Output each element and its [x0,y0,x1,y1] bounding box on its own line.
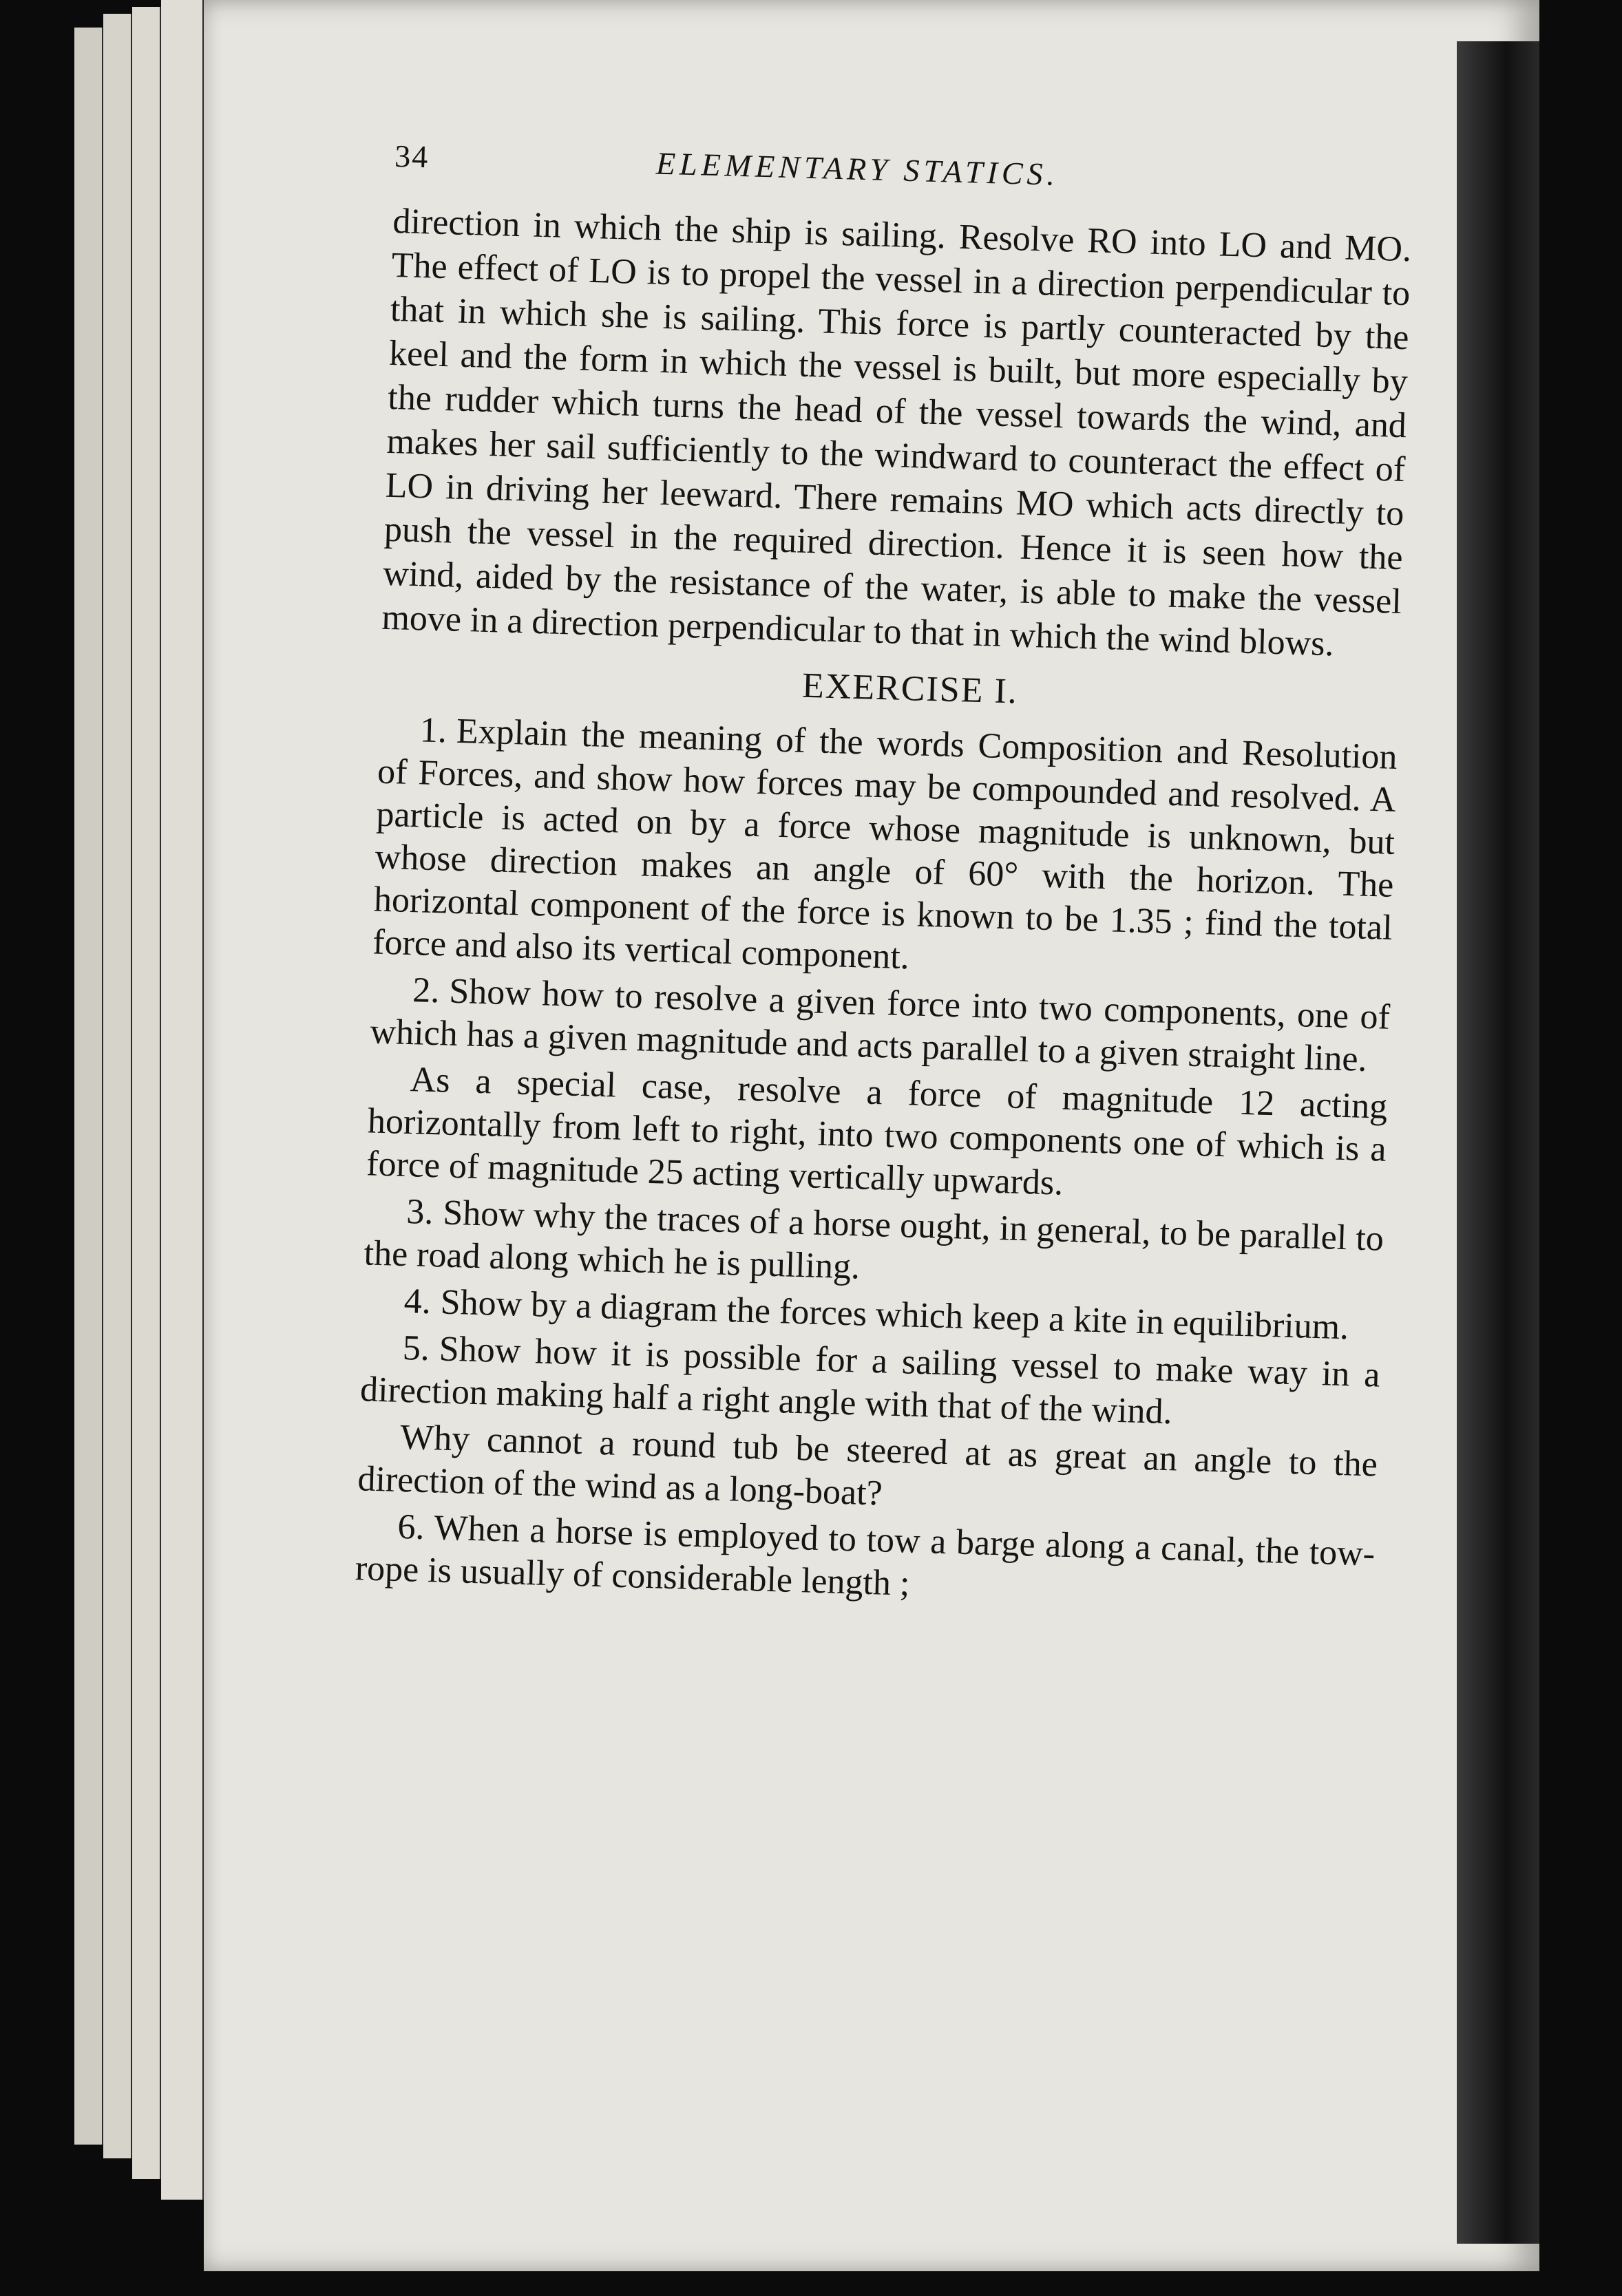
question-number: 1. [419,710,447,751]
page-text-block [355,138,1413,1619]
body-paragraph: direction in which the ship is sailing. Resolve RO into LO and MO. The effect of LO is to propel the vessel in a direction perpendicular to that in which she is sailing. This force is partly counteracted by the keel and the form in which the vessel is built, but more especially by the rudder which turns the head of the vessel towards the wind, and makes her sail sufficiently to the windward to counteract the effect of LO in driving her leeward. There remains MO which acts directly to push the vessel in the required direction. Hence it is seen how the wind, aided by the resistance of the water, is able to make the vessel move in a direction perpendicular to that in which the wind blows. [381,201,1412,664]
page-edge [161,0,204,2200]
page-edge [74,28,104,2145]
running-title: ELEMENTARY STATICS. [655,145,1060,192]
exercise-question [372,708,1398,992]
question-text: Show how to resolve a given force into two components, one of which has a given magnitude and acts parallel to a given straight line. [369,971,1391,1079]
question-number: 4. [403,1282,432,1322]
question-text: Show how it is possible for a sailing vessel to make way in a direction making half a right angle with that of the wind. [359,1329,1381,1432]
exercise-heading: EXERCISE I. [801,666,1019,712]
page-edge [132,7,162,2179]
question-number: 6. [397,1507,425,1547]
question-text: As a special case, resolve a force of magnitude 12 acting horizontally from left to right, into two components one of which is a force of magnitude 25 acting vertically upwards. [366,1060,1389,1203]
page-edge [103,14,133,2158]
page-content [355,138,1414,1604]
book-gutter [1457,41,1539,2244]
exercise-question [366,1057,1388,1213]
question-text: Show by a diagram the forces which keep a kite in equilibrium. [439,1282,1349,1348]
question-text: When a horse is employed to tow a barge along a canal, the tow-rope is usually of considerable length ; [355,1508,1376,1604]
question-text: Why cannot a round tub be steered at as great an angle to the direction of the wind as a long-boat? [357,1417,1378,1513]
question-text: Explain the meaning of the words Composition and Resolution of Forces, and show how forces may be compounded and resolved. A particle is acted on by a force whose magnitude is unknown, but whose direction makes an angle of 60° with the horizon. The horizontal component of the force is known to be 1.35 ; find the total force and also its vertical component. [372,711,1398,977]
page-number: 34 [394,138,430,175]
question-number: 2. [412,970,441,1011]
question-text: Show why the traces of a horse ought, in general, to be parallel to the road along which he is pulling. [363,1193,1384,1287]
question-number: 3. [406,1192,434,1233]
question-number: 5. [402,1328,430,1369]
